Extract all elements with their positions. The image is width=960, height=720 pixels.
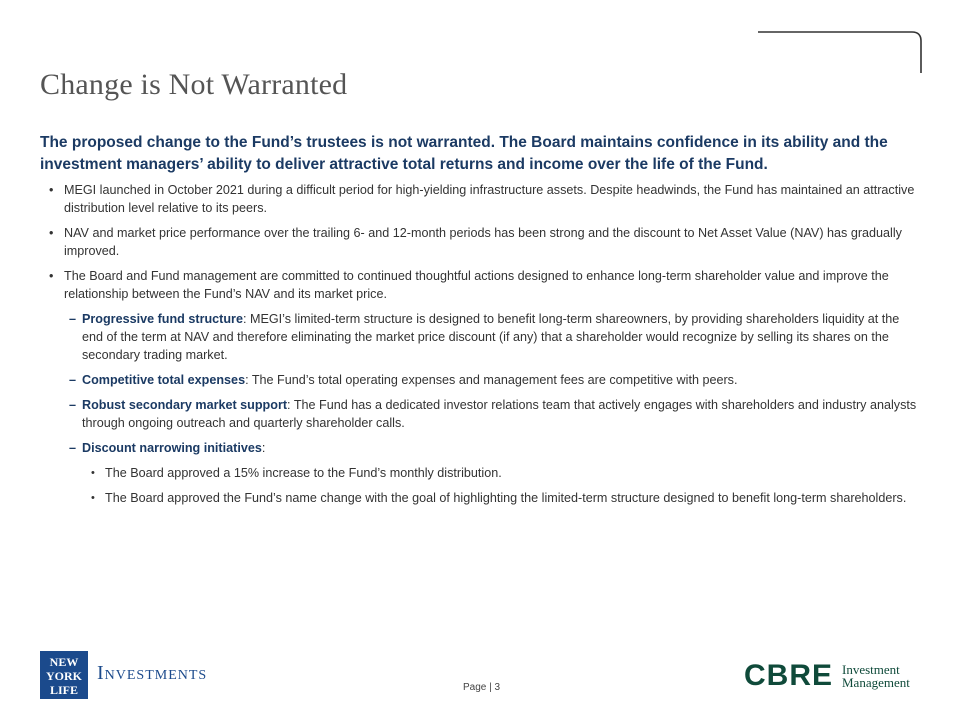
bullet-item: • MEGI launched in October 2021 during a difficult period for high-yielding infrastructure assets. Despite headwinds, the Fund has maintained an attractive distribution level relative to its peers.: [40, 181, 920, 217]
sub-bullet-label: Progressive fund structure: [82, 312, 243, 326]
cbre-sub-line: Investment: [842, 662, 900, 677]
nyl-logo-word: LIFE: [49, 683, 79, 697]
sub-sub-bullet-item: • The Board approved a 15% increase to the Fund’s monthly distribution.: [40, 464, 920, 482]
page-number: Page | 3: [463, 682, 501, 693]
bullet-list: [40, 181, 920, 514]
sub-bullet-item: [40, 439, 920, 457]
sub-bullet-label: Competitive total expenses: [82, 373, 246, 387]
sub-bullet-text: : MEGI’s limited-term structure is designed to benefit long-term shareowners, by providing shareholders liquidity at the end of the term at NAV and therefore eliminating the market price discount (if any) that a shareholder would recognize by selling its shares on the secondary trading market.: [82, 312, 900, 362]
cbre-logo: CBRE: [744, 659, 834, 692]
sub-bullet-text: : The Fund has a dedicated investor relations team that actively engages with shareholders and industry analysts through ongoing outreach and quarterly shareholder calls.: [82, 398, 917, 430]
sub-bullet-text: :: [261, 441, 266, 455]
nyl-logo-word: NEW: [49, 655, 79, 669]
sub-bullet-label: Discount narrowing initiatives: [82, 441, 262, 455]
cbre-sub-line: Management: [842, 675, 910, 690]
lead-statement: The proposed change to the Fund’s trustees is not warranted. The Board maintains confidence in its ability and the investment managers’ ability to deliver attractive total returns and income over the life of the Fund.: [40, 134, 888, 173]
sub-bullet-label: Robust secondary market support: [82, 398, 288, 412]
investments-wordmark: Investments: [97, 662, 208, 684]
nyl-logo-word: YORK: [46, 669, 82, 683]
bullet-item: • NAV and market price performance over the trailing 6- and 12-month periods has been strong and the discount to Net Asset Value (NAV) has gradually improved.: [40, 224, 920, 260]
sub-bullet-item: [40, 310, 920, 364]
page-title: Change is Not Warranted: [40, 68, 348, 101]
sub-bullet-item: [40, 396, 920, 432]
new-york-life-logo: [40, 651, 88, 699]
sub-sub-bullet-item: • The Board approved the Fund’s name change with the goal of highlighting the limited-term structure designed to benefit long-term shareholders.: [40, 489, 920, 507]
bullet-item: • The Board and Fund management are committed to continued thoughtful actions designed to enhance long-term shareholder value and improve the relationship between the Fund’s NAV and its market price.: [40, 267, 920, 303]
sub-bullet-item: [40, 371, 920, 389]
cbre-investment-management-wordmark: [842, 663, 910, 689]
sub-bullet-text: : The Fund’s total operating expenses and management fees are competitive with peers.: [245, 373, 738, 387]
